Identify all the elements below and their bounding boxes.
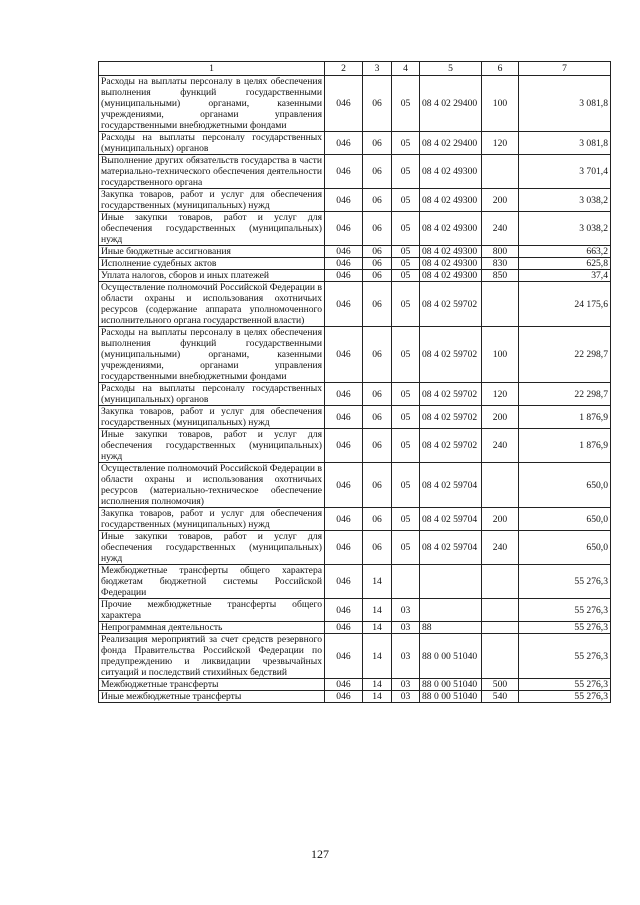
section-cell: 06	[363, 327, 392, 383]
header-cell-6: 6	[482, 62, 519, 76]
table-row	[99, 508, 611, 531]
target-article-cell: 08 4 02 49300	[420, 270, 482, 282]
target-article-cell: 88	[420, 622, 482, 634]
section-cell: 14	[363, 599, 392, 622]
target-article-cell: 08 4 02 49300	[420, 258, 482, 270]
expense-type-cell	[482, 634, 519, 679]
row-name-cell: Исполнение судебных актов	[99, 258, 325, 270]
section-cell: 06	[363, 406, 392, 429]
expense-type-cell: 540	[482, 691, 519, 703]
ministry-code-cell: 046	[325, 383, 363, 406]
table-row	[99, 76, 611, 132]
table-row	[99, 531, 611, 565]
ministry-code-cell: 046	[325, 282, 363, 327]
subsection-cell: 05	[392, 258, 420, 270]
target-article-cell: 08 4 02 49300	[420, 212, 482, 246]
row-name-cell: Закупка товаров, работ и услуг для обеспечения государственных (муниципальных) нужд	[99, 508, 325, 531]
section-cell: 06	[363, 76, 392, 132]
amount-cell: 1 876,9	[519, 406, 611, 429]
table-row	[99, 383, 611, 406]
target-article-cell: 08 4 02 59702	[420, 429, 482, 463]
row-name-cell: Расходы на выплаты персоналу в целях обеспечения выполнения функций государственными (муниципальными) органами, казенными учреждениями, органами управления государственными внебюджетными фондами	[99, 76, 325, 132]
amount-cell: 663,2	[519, 246, 611, 258]
ministry-code-cell: 046	[325, 565, 363, 599]
subsection-cell: 05	[392, 429, 420, 463]
subsection-cell: 05	[392, 189, 420, 212]
section-cell: 06	[363, 270, 392, 282]
ministry-code-cell: 046	[325, 622, 363, 634]
subsection-cell: 05	[392, 282, 420, 327]
row-name-cell: Иные закупки товаров, работ и услуг для обеспечения государственных (муниципальных) нужд	[99, 212, 325, 246]
row-name-cell: Прочие межбюджетные трансферты общего характера	[99, 599, 325, 622]
amount-cell: 22 298,7	[519, 383, 611, 406]
ministry-code-cell: 046	[325, 531, 363, 565]
table-row	[99, 691, 611, 703]
expense-type-cell: 500	[482, 679, 519, 691]
target-article-cell: 88 0 00 51040	[420, 679, 482, 691]
table-row	[99, 189, 611, 212]
expense-type-cell: 240	[482, 531, 519, 565]
row-name-cell: Межбюджетные трансферты	[99, 679, 325, 691]
row-name-cell: Осуществление полномочий Российской Федерации в области охраны и использования охотничьих ресурсов (материально-техническое обеспечение исполнения полномочия)	[99, 463, 325, 508]
subsection-cell: 03	[392, 691, 420, 703]
row-name-cell: Расходы на выплаты персоналу государственных (муниципальных) органов	[99, 132, 325, 155]
ministry-code-cell: 046	[325, 463, 363, 508]
ministry-code-cell: 046	[325, 679, 363, 691]
row-name-cell: Межбюджетные трансферты общего характера бюджетам бюджетной системы Российской Федерации	[99, 565, 325, 599]
expense-type-cell	[482, 622, 519, 634]
table-row	[99, 132, 611, 155]
table-body	[99, 62, 611, 703]
header-cell-4: 4	[392, 62, 420, 76]
amount-cell: 55 276,3	[519, 679, 611, 691]
amount-cell: 3 701,4	[519, 155, 611, 189]
expense-type-cell	[482, 565, 519, 599]
ministry-code-cell: 046	[325, 634, 363, 679]
amount-cell: 55 276,3	[519, 565, 611, 599]
amount-cell: 1 876,9	[519, 429, 611, 463]
expense-type-cell: 200	[482, 406, 519, 429]
section-cell: 06	[363, 155, 392, 189]
ministry-code-cell: 046	[325, 212, 363, 246]
subsection-cell: 05	[392, 132, 420, 155]
target-article-cell: 08 4 02 59704	[420, 508, 482, 531]
ministry-code-cell: 046	[325, 599, 363, 622]
section-cell: 14	[363, 634, 392, 679]
table-row	[99, 634, 611, 679]
target-article-cell: 08 4 02 49300	[420, 246, 482, 258]
expense-type-cell: 830	[482, 258, 519, 270]
row-name-cell: Иные межбюджетные трансферты	[99, 691, 325, 703]
subsection-cell: 03	[392, 622, 420, 634]
table-row	[99, 463, 611, 508]
amount-cell: 3 038,2	[519, 212, 611, 246]
target-article-cell: 08 4 02 49300	[420, 189, 482, 212]
expense-type-cell: 800	[482, 246, 519, 258]
ministry-code-cell: 046	[325, 508, 363, 531]
expense-type-cell: 200	[482, 508, 519, 531]
table-row	[99, 599, 611, 622]
amount-cell: 22 298,7	[519, 327, 611, 383]
amount-cell: 55 276,3	[519, 622, 611, 634]
table-row	[99, 429, 611, 463]
section-cell: 06	[363, 246, 392, 258]
ministry-code-cell: 046	[325, 76, 363, 132]
subsection-cell: 05	[392, 463, 420, 508]
table-row	[99, 406, 611, 429]
table-row	[99, 622, 611, 634]
ministry-code-cell: 046	[325, 246, 363, 258]
row-name-cell: Расходы на выплаты персоналу государственных (муниципальных) органов	[99, 383, 325, 406]
table-row	[99, 327, 611, 383]
section-cell: 06	[363, 132, 392, 155]
ministry-code-cell: 046	[325, 406, 363, 429]
expense-type-cell: 100	[482, 327, 519, 383]
subsection-cell: 05	[392, 76, 420, 132]
ministry-code-cell: 046	[325, 155, 363, 189]
subsection-cell: 05	[392, 406, 420, 429]
table-row	[99, 212, 611, 246]
ministry-code-cell: 046	[325, 429, 363, 463]
target-article-cell: 08 4 02 59702	[420, 282, 482, 327]
expense-type-cell: 200	[482, 189, 519, 212]
ministry-code-cell: 046	[325, 189, 363, 212]
ministry-code-cell: 046	[325, 258, 363, 270]
table-header-row	[99, 62, 611, 76]
expense-type-cell	[482, 599, 519, 622]
target-article-cell: 08 4 02 59704	[420, 463, 482, 508]
section-cell: 14	[363, 565, 392, 599]
target-article-cell: 08 4 02 29400	[420, 76, 482, 132]
ministry-code-cell: 046	[325, 691, 363, 703]
table-row	[99, 155, 611, 189]
row-name-cell: Уплата налогов, сборов и иных платежей	[99, 270, 325, 282]
section-cell: 06	[363, 189, 392, 212]
expense-type-cell: 120	[482, 383, 519, 406]
row-name-cell: Расходы на выплаты персоналу в целях обеспечения выполнения функций государственными (муниципальными) органами, казенными учреждениями, органами управления государственными внебюджетными фондами	[99, 327, 325, 383]
subsection-cell: 05	[392, 383, 420, 406]
table-row	[99, 246, 611, 258]
target-article-cell: 08 4 02 59702	[420, 383, 482, 406]
header-cell-2: 2	[325, 62, 363, 76]
section-cell: 06	[363, 531, 392, 565]
row-name-cell: Осуществление полномочий Российской Федерации в области охраны и использования охотничьих ресурсов (содержание аппарата уполномоченного исполнительного органа государственной власти)	[99, 282, 325, 327]
header-cell-3: 3	[363, 62, 392, 76]
amount-cell: 3 038,2	[519, 189, 611, 212]
target-article-cell: 88 0 00 51040	[420, 634, 482, 679]
expense-type-cell: 240	[482, 212, 519, 246]
amount-cell: 3 081,8	[519, 132, 611, 155]
header-cell-7: 7	[519, 62, 611, 76]
row-name-cell: Выполнение других обязательств государства в части материально-технического обеспечения деятельности государственного органа	[99, 155, 325, 189]
section-cell: 06	[363, 258, 392, 270]
row-name-cell: Иные закупки товаров, работ и услуг для обеспечения государственных (муниципальных) нужд	[99, 531, 325, 565]
section-cell: 14	[363, 691, 392, 703]
target-article-cell: 08 4 02 59702	[420, 327, 482, 383]
table-row	[99, 282, 611, 327]
row-name-cell: Иные бюджетные ассигнования	[99, 246, 325, 258]
row-name-cell: Реализация мероприятий за счет средств резервного фонда Правительства Российской Федерации по предупреждению и ликвидации чрезвычайных ситуаций и последствий стихийных бедствий	[99, 634, 325, 679]
table-row	[99, 270, 611, 282]
amount-cell: 3 081,8	[519, 76, 611, 132]
subsection-cell: 03	[392, 634, 420, 679]
subsection-cell: 05	[392, 212, 420, 246]
amount-cell: 55 276,3	[519, 599, 611, 622]
subsection-cell: 05	[392, 270, 420, 282]
amount-cell: 37,4	[519, 270, 611, 282]
section-cell: 06	[363, 429, 392, 463]
section-cell: 06	[363, 383, 392, 406]
target-article-cell: 08 4 02 59704	[420, 531, 482, 565]
table-row	[99, 679, 611, 691]
expense-type-cell	[482, 282, 519, 327]
ministry-code-cell: 046	[325, 132, 363, 155]
row-name-cell: Закупка товаров, работ и услуг для обеспечения государственных (муниципальных) нужд	[99, 189, 325, 212]
table-row	[99, 258, 611, 270]
section-cell: 06	[363, 212, 392, 246]
amount-cell: 650,0	[519, 531, 611, 565]
section-cell: 06	[363, 282, 392, 327]
row-name-cell: Непрограммная деятельность	[99, 622, 325, 634]
header-cell-1: 1	[99, 62, 325, 76]
section-cell: 14	[363, 622, 392, 634]
expense-type-cell: 120	[482, 132, 519, 155]
target-article-cell: 08 4 02 49300	[420, 155, 482, 189]
section-cell: 06	[363, 463, 392, 508]
amount-cell: 55 276,3	[519, 634, 611, 679]
subsection-cell: 05	[392, 508, 420, 531]
expense-type-cell	[482, 155, 519, 189]
target-article-cell: 08 4 02 29400	[420, 132, 482, 155]
subsection-cell: 03	[392, 599, 420, 622]
row-name-cell: Закупка товаров, работ и услуг для обеспечения государственных (муниципальных) нужд	[99, 406, 325, 429]
target-article-cell	[420, 599, 482, 622]
section-cell: 06	[363, 508, 392, 531]
header-cell-5: 5	[420, 62, 482, 76]
amount-cell: 650,0	[519, 508, 611, 531]
section-cell: 14	[363, 679, 392, 691]
subsection-cell: 03	[392, 679, 420, 691]
table-row	[99, 565, 611, 599]
target-article-cell: 88 0 00 51040	[420, 691, 482, 703]
ministry-code-cell: 046	[325, 327, 363, 383]
budget-table	[98, 61, 611, 703]
target-article-cell	[420, 565, 482, 599]
expense-type-cell: 850	[482, 270, 519, 282]
amount-cell: 625,8	[519, 258, 611, 270]
ministry-code-cell: 046	[325, 270, 363, 282]
target-article-cell: 08 4 02 59702	[420, 406, 482, 429]
row-name-cell: Иные закупки товаров, работ и услуг для обеспечения государственных (муниципальных) нужд	[99, 429, 325, 463]
expense-type-cell	[482, 463, 519, 508]
page-number: 127	[311, 847, 329, 861]
subsection-cell: 05	[392, 327, 420, 383]
amount-cell: 24 175,6	[519, 282, 611, 327]
subsection-cell: 05	[392, 155, 420, 189]
subsection-cell	[392, 565, 420, 599]
amount-cell: 55 276,3	[519, 691, 611, 703]
subsection-cell: 05	[392, 246, 420, 258]
expense-type-cell: 100	[482, 76, 519, 132]
amount-cell: 650,0	[519, 463, 611, 508]
subsection-cell: 05	[392, 531, 420, 565]
expense-type-cell: 240	[482, 429, 519, 463]
